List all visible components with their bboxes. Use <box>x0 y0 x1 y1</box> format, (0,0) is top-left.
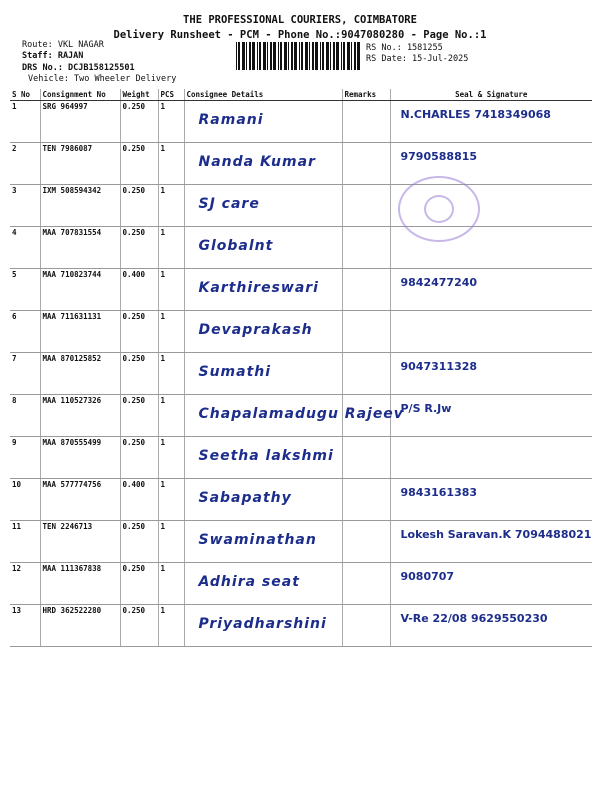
row-signature-cell <box>390 353 592 395</box>
drs-label: DRS No.: DCJB158125501 <box>22 63 135 73</box>
row-sno-cell <box>10 563 40 605</box>
barcode-bar <box>312 42 314 70</box>
barcode-bar <box>347 42 350 70</box>
table-row <box>10 395 592 437</box>
table-row <box>10 227 592 269</box>
row-consignment-no-cell <box>40 101 120 143</box>
row-consignment-no-cell <box>40 395 120 437</box>
route-label: Route: VKL NAGAR <box>22 40 104 50</box>
row-weight: 0.250 <box>122 438 146 447</box>
barcode-bar <box>280 42 282 70</box>
row-consignment-no-cell <box>40 605 120 647</box>
row-consignee: Karthireswari <box>198 280 319 296</box>
row-consignment-no: MAA 111367838 <box>42 564 102 573</box>
col-seal-signature: Seal & Signature <box>390 89 592 101</box>
row-consignee-cell <box>184 437 342 479</box>
row-consignment-no-cell <box>40 479 120 521</box>
barcode-bar <box>263 42 266 70</box>
barcode-bar <box>249 42 251 70</box>
row-signature-cell <box>390 437 592 479</box>
barcode-bar <box>343 42 345 70</box>
row-weight-cell <box>120 311 158 353</box>
row-sno-cell <box>10 353 40 395</box>
barcode-bar <box>246 42 247 70</box>
barcode-bar <box>270 42 272 70</box>
row-weight-cell <box>120 563 158 605</box>
row-consignee-cell <box>184 353 342 395</box>
row-signature: 9790588815 <box>400 150 478 163</box>
barcode-bar <box>301 42 303 70</box>
row-remarks-cell <box>342 185 390 227</box>
row-consignment-no-cell <box>40 311 120 353</box>
row-consignee-cell <box>184 101 342 143</box>
row-consignee: Swaminathan <box>198 532 317 548</box>
row-consignee-cell <box>184 311 342 353</box>
col-remarks: Remarks <box>342 89 390 101</box>
row-weight-cell <box>120 269 158 311</box>
table-row <box>10 185 592 227</box>
row-pcs-cell <box>158 605 184 647</box>
row-weight-cell <box>120 479 158 521</box>
row-sno: 8 <box>12 396 17 405</box>
col-sno: S No <box>10 89 40 101</box>
company-title: THE PROFESSIONAL COURIERS, COIMBATORE <box>183 14 417 26</box>
barcode-bar <box>341 42 342 70</box>
row-signature: 9842477240 <box>400 276 478 289</box>
rs-date-label: RS Date: 15-Jul-2025 <box>366 54 469 64</box>
row-consignment-no: MAA 711631131 <box>42 312 102 321</box>
row-sno-cell <box>10 101 40 143</box>
barcode-bar <box>288 42 289 70</box>
row-consignee: Nanda Kumar <box>198 154 316 170</box>
barcode-bar <box>326 42 329 70</box>
row-consignee: Chapalamadugu Rajeev <box>198 406 404 422</box>
row-pcs: 1 <box>160 480 166 489</box>
barcode-bar <box>259 42 261 70</box>
row-consignee-cell <box>184 185 342 227</box>
row-sno-cell <box>10 311 40 353</box>
row-weight-cell <box>120 143 158 185</box>
row-weight: 0.400 <box>122 480 146 489</box>
row-sno-cell <box>10 227 40 269</box>
col-consignee: Consignee Details <box>184 89 342 101</box>
row-consignment-no: HRD 362522280 <box>42 606 102 615</box>
table-row <box>10 143 592 185</box>
row-consignee: Sumathi <box>198 364 272 380</box>
row-remarks-cell <box>342 227 390 269</box>
table-row <box>10 437 592 479</box>
row-pcs-cell <box>158 563 184 605</box>
barcode-bar <box>320 42 321 70</box>
row-pcs-cell <box>158 479 184 521</box>
row-sno: 5 <box>12 270 17 279</box>
table-row <box>10 479 592 521</box>
row-signature: Lokesh Saravan.K 7094488021 <box>400 528 592 541</box>
row-consignee: Sabapathy <box>198 490 292 506</box>
barcode-bar <box>315 42 318 70</box>
row-sno: 12 <box>12 564 22 573</box>
row-consignee-cell <box>184 395 404 437</box>
row-remarks-cell <box>342 101 390 143</box>
barcode-bar <box>273 42 276 70</box>
row-pcs-cell <box>158 227 184 269</box>
barcode-bar <box>252 42 255 70</box>
barcode-bar <box>257 42 258 70</box>
row-consignment-no: TEN 7986087 <box>42 144 93 153</box>
row-consignment-no-cell <box>40 563 120 605</box>
row-consignment-no-cell <box>40 269 120 311</box>
row-pcs: 1 <box>160 312 166 321</box>
row-remarks-cell <box>342 353 390 395</box>
barcode-bar <box>354 42 356 70</box>
row-consignee: Seetha lakshmi <box>198 448 334 464</box>
row-consignee: SJ care <box>198 196 260 212</box>
row-sno-cell <box>10 521 40 563</box>
vehicle-label: Vehicle: Two Wheeler Delivery <box>28 74 177 84</box>
row-pcs-cell <box>158 311 184 353</box>
row-signature-cell <box>390 101 592 143</box>
barcode-bar <box>278 42 279 70</box>
row-consignee-cell <box>184 563 342 605</box>
barcode-bar <box>299 42 300 70</box>
barcode-bar <box>236 42 237 70</box>
row-signature-cell <box>390 395 592 437</box>
row-signature-cell <box>390 605 592 647</box>
row-sno: 13 <box>12 606 22 615</box>
row-signature: P/S R.Jw <box>400 402 452 415</box>
row-consignee: Ramani <box>198 112 264 128</box>
row-signature-cell <box>390 479 592 521</box>
row-consignee-cell <box>184 479 342 521</box>
row-consignee: Priyadharshini <box>198 616 327 632</box>
row-pcs-cell <box>158 101 184 143</box>
barcode-bar <box>351 42 352 70</box>
barcode-bar <box>294 42 297 70</box>
col-consignment: Consignment No <box>40 89 120 101</box>
row-consignee: Adhira seat <box>198 574 300 590</box>
row-weight: 0.400 <box>122 270 146 279</box>
row-signature: 9080707 <box>400 570 455 583</box>
row-sno: 7 <box>12 354 17 363</box>
row-remarks-cell <box>342 269 390 311</box>
row-consignment-no-cell <box>40 185 120 227</box>
row-pcs-cell <box>158 185 184 227</box>
col-weight: Weight <box>120 89 158 101</box>
row-weight: 0.250 <box>122 564 146 573</box>
row-pcs-cell <box>158 269 184 311</box>
barcode-bar <box>284 42 287 70</box>
row-consignment-no-cell <box>40 521 120 563</box>
row-sno: 4 <box>12 228 17 237</box>
row-pcs-cell <box>158 437 184 479</box>
row-weight: 0.250 <box>122 312 146 321</box>
table-row <box>10 101 592 143</box>
row-sno-cell <box>10 395 40 437</box>
row-remarks-cell <box>342 605 390 647</box>
row-sno-cell <box>10 269 40 311</box>
courier-seal-stamp <box>398 176 480 242</box>
row-pcs: 1 <box>160 396 166 405</box>
row-consignee-cell <box>184 143 342 185</box>
row-weight-cell <box>120 437 158 479</box>
table-row <box>10 311 592 353</box>
barcode-bar <box>336 42 339 70</box>
row-sno: 2 <box>12 144 17 153</box>
rs-no-label: RS No.: 1581255 <box>366 43 443 53</box>
row-pcs: 1 <box>160 102 166 111</box>
row-consignment-no-cell <box>40 143 120 185</box>
row-weight: 0.250 <box>122 606 146 615</box>
row-remarks-cell <box>342 521 390 563</box>
row-pcs: 1 <box>160 144 166 153</box>
row-consignment-no-cell <box>40 227 120 269</box>
table-row <box>10 353 592 395</box>
row-sno-cell <box>10 185 40 227</box>
row-consignment-no: MAA 710823744 <box>42 270 102 279</box>
row-sno: 6 <box>12 312 17 321</box>
row-pcs-cell <box>158 353 184 395</box>
barcode-bar <box>309 42 310 70</box>
barcode <box>236 42 360 70</box>
row-consignment-no: MAA 577774756 <box>42 480 102 489</box>
row-signature-cell <box>390 521 592 563</box>
row-remarks-cell <box>342 563 390 605</box>
row-consignee-cell <box>184 227 342 269</box>
row-consignment-no: MAA 870125852 <box>42 354 102 363</box>
row-pcs: 1 <box>160 354 166 363</box>
row-weight-cell <box>120 521 158 563</box>
row-consignee: Globalnt <box>198 238 274 254</box>
barcode-bar <box>238 42 240 70</box>
row-remarks-cell <box>342 311 390 353</box>
barcode-bar <box>291 42 293 70</box>
row-consignment-no: SRG 964997 <box>42 102 88 111</box>
row-consignee: Devaprakash <box>198 322 313 338</box>
row-consignment-no: IXM 508594342 <box>42 186 102 195</box>
row-weight: 0.250 <box>122 144 146 153</box>
row-sno: 9 <box>12 438 17 447</box>
row-pcs: 1 <box>160 270 166 279</box>
row-pcs: 1 <box>160 564 166 573</box>
row-weight: 0.250 <box>122 354 146 363</box>
row-signature: V-Re 22/08 9629550230 <box>400 612 548 625</box>
row-sno-cell <box>10 605 40 647</box>
row-signature-cell <box>390 311 592 353</box>
row-remarks-cell <box>342 437 390 479</box>
row-weight: 0.250 <box>122 396 146 405</box>
row-consignment-no: MAA 707831554 <box>42 228 102 237</box>
row-sno: 1 <box>12 102 17 111</box>
row-pcs: 1 <box>160 606 166 615</box>
row-signature-cell <box>390 563 592 605</box>
barcode-bar <box>305 42 308 70</box>
row-sno: 3 <box>12 186 17 195</box>
row-pcs-cell <box>158 521 184 563</box>
table-row <box>10 521 592 563</box>
barcode-bar <box>322 42 324 70</box>
row-pcs: 1 <box>160 522 166 531</box>
row-signature: N.CHARLES 7418349068 <box>400 108 551 121</box>
row-pcs: 1 <box>160 438 166 447</box>
row-consignee-cell <box>184 605 342 647</box>
row-sno-cell <box>10 143 40 185</box>
row-weight: 0.250 <box>122 102 146 111</box>
row-weight-cell <box>120 353 158 395</box>
barcode-bar <box>333 42 335 70</box>
row-weight-cell <box>120 395 158 437</box>
table-row <box>10 563 592 605</box>
row-signature-cell <box>390 269 592 311</box>
row-weight-cell <box>120 605 158 647</box>
row-remarks-cell <box>342 479 390 521</box>
table-row <box>10 605 592 647</box>
row-weight-cell <box>120 227 158 269</box>
row-consignment-no-cell <box>40 437 120 479</box>
row-consignment-no: MAA 870555499 <box>42 438 102 447</box>
barcode-bar <box>357 42 360 70</box>
row-weight: 0.250 <box>122 228 146 237</box>
row-consignment-no: TEN 2246713 <box>42 522 93 531</box>
row-sno: 11 <box>12 522 22 531</box>
row-weight: 0.250 <box>122 186 146 195</box>
row-weight: 0.250 <box>122 522 146 531</box>
row-pcs: 1 <box>160 186 166 195</box>
row-sno-cell <box>10 437 40 479</box>
row-pcs-cell <box>158 143 184 185</box>
barcode-bar <box>330 42 331 70</box>
row-consignee-cell <box>184 269 342 311</box>
row-weight-cell <box>120 101 158 143</box>
staff-label: Staff: RAJAN <box>22 51 84 61</box>
row-sno-cell <box>10 479 40 521</box>
row-signature: 9047311328 <box>400 360 478 373</box>
barcode-bar <box>242 42 245 70</box>
table-header-row <box>10 89 592 101</box>
row-pcs: 1 <box>160 228 166 237</box>
row-consignment-no-cell <box>40 353 120 395</box>
row-signature-cell <box>390 143 592 185</box>
barcode-bar <box>267 42 268 70</box>
row-consignee-cell <box>184 521 342 563</box>
col-pcs: PCS <box>158 89 184 101</box>
row-weight-cell <box>120 185 158 227</box>
row-sno: 10 <box>12 480 22 489</box>
row-signature: 9843161383 <box>400 486 478 499</box>
runsheet-subtitle: Delivery Runsheet - PCM - Phone No.:9047080280 - Page No.:1 <box>113 29 487 41</box>
row-remarks-cell <box>342 143 390 185</box>
row-pcs-cell <box>158 395 184 437</box>
row-consignment-no: MAA 110527326 <box>42 396 102 405</box>
runsheet-table <box>10 89 592 647</box>
table-row <box>10 269 592 311</box>
